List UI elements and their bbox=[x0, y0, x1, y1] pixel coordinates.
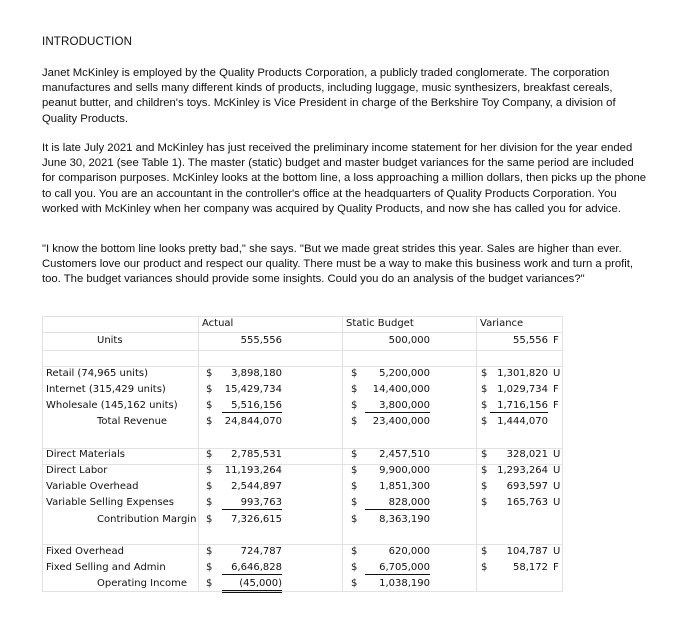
cost-variance-variable-selling: 165,763 bbox=[506, 497, 548, 508]
units-flag: F bbox=[553, 335, 559, 346]
cost-flag-fixed-selling-admin: F bbox=[553, 562, 559, 573]
cost-static-direct-materials: 2,457,510 bbox=[379, 449, 430, 460]
dollar-sign: $ bbox=[351, 578, 358, 589]
cost-variance-direct-materials: 328,021 bbox=[506, 449, 548, 460]
dollar-sign: $ bbox=[351, 416, 358, 427]
column-header-variance: Variance bbox=[480, 318, 524, 329]
dollar-sign: $ bbox=[351, 497, 358, 508]
revenue-flag-retail: U bbox=[553, 368, 561, 379]
units-actual: 555,556 bbox=[240, 335, 282, 346]
contribution-margin-actual: 7,326,615 bbox=[231, 514, 282, 525]
revenue-variance-retail: 1,301,820 bbox=[497, 368, 548, 379]
dollar-sign: $ bbox=[206, 449, 213, 460]
dollar-sign: $ bbox=[351, 368, 358, 379]
dollar-sign: $ bbox=[351, 546, 358, 557]
revenue-flag-internet: F bbox=[553, 384, 559, 395]
section-heading: INTRODUCTION bbox=[42, 35, 133, 48]
dollar-sign: $ bbox=[351, 514, 358, 525]
revenue-label-retail: Retail (74,965 units) bbox=[46, 368, 148, 379]
total-revenue-static: 23,400,000 bbox=[372, 416, 430, 427]
paragraph-intro: Janet McKinley is employed by the Quality Products Corporation, a publicly traded conglomerate. The corporation manufactures and sells many different kinds of products, including luggage, music synthesizers, breakfast cereals, peanut butter, and children's toys. McKinley is Vice President in charge of the Berkshire Toy Company, a division of Quality Products. bbox=[42, 67, 616, 125]
dollar-sign: $ bbox=[481, 562, 488, 573]
revenue-actual-retail: 3,898,180 bbox=[231, 368, 282, 379]
dollar-sign: $ bbox=[206, 514, 213, 525]
total-revenue-label: Total Revenue bbox=[97, 416, 168, 427]
dollar-sign: $ bbox=[351, 400, 358, 411]
cost-actual-direct-labor: 11,193,264 bbox=[224, 465, 282, 476]
cost-label-fixed-overhead: Fixed Overhead bbox=[46, 546, 124, 557]
cost-variance-direct-labor: 1,293,264 bbox=[497, 465, 548, 476]
revenue-flag-wholesale: F bbox=[553, 400, 559, 411]
dollar-sign: $ bbox=[206, 400, 213, 411]
units-label: Units bbox=[97, 335, 123, 346]
cost-static-fixed-overhead: 620,000 bbox=[388, 546, 430, 557]
paragraph-quote: "I know the bottom line looks pretty bad," she says. "But we made great strides this year. Sales are higher than ever. Customers love our product and respect our quality. There must be a way to make this business work and turn a profit, too. The budget variances should provide some insights. Could you do an analysis of the budget variances?" bbox=[42, 243, 634, 286]
cost-static-variable-overhead: 1,851,300 bbox=[379, 481, 430, 492]
cost-flag-direct-materials: U bbox=[553, 449, 561, 460]
dollar-sign: $ bbox=[206, 481, 213, 492]
dollar-sign: $ bbox=[481, 384, 488, 395]
total-revenue-actual: 24,844,070 bbox=[224, 416, 282, 427]
cost-flag-variable-selling: U bbox=[553, 497, 561, 508]
column-header-static-budget: Static Budget bbox=[346, 318, 414, 329]
cost-flag-fixed-overhead: U bbox=[553, 546, 561, 557]
dollar-sign: $ bbox=[351, 481, 358, 492]
revenue-actual-wholesale: 5,516,156 bbox=[222, 400, 282, 413]
revenue-static-internet: 14,400,000 bbox=[372, 384, 430, 395]
dollar-sign: $ bbox=[206, 465, 213, 476]
revenue-static-wholesale: 3,800,000 bbox=[365, 400, 430, 413]
cost-label-direct-labor: Direct Labor bbox=[46, 465, 108, 476]
operating-income-actual: (45,000) bbox=[222, 578, 282, 593]
cost-variance-fixed-overhead: 104,787 bbox=[506, 546, 548, 557]
dollar-sign: $ bbox=[351, 562, 358, 573]
revenue-variance-wholesale: 1,716,156 bbox=[490, 400, 548, 413]
dollar-sign: $ bbox=[206, 578, 213, 589]
dollar-sign: $ bbox=[351, 449, 358, 460]
dollar-sign: $ bbox=[206, 546, 213, 557]
revenue-actual-internet: 15,429,734 bbox=[224, 384, 282, 395]
cost-flag-direct-labor: U bbox=[553, 465, 561, 476]
cost-label-fixed-selling-admin: Fixed Selling and Admin bbox=[46, 562, 166, 573]
dollar-sign: $ bbox=[481, 465, 488, 476]
total-revenue-variance: 1,444,070 bbox=[497, 416, 548, 427]
dollar-sign: $ bbox=[481, 481, 488, 492]
cost-actual-variable-selling: 993,763 bbox=[222, 497, 282, 510]
dollar-sign: $ bbox=[481, 368, 488, 379]
cost-actual-direct-materials: 2,785,531 bbox=[231, 449, 282, 460]
column-header-actual: Actual bbox=[202, 318, 234, 329]
cost-flag-variable-overhead: U bbox=[553, 481, 561, 492]
units-variance: 55,556 bbox=[513, 335, 548, 346]
dollar-sign: $ bbox=[481, 449, 488, 460]
revenue-variance-internet: 1,029,734 bbox=[497, 384, 548, 395]
dollar-sign: $ bbox=[206, 562, 213, 573]
dollar-sign: $ bbox=[481, 497, 488, 508]
revenue-label-internet: Internet (315,429 units) bbox=[46, 384, 166, 395]
dollar-sign: $ bbox=[206, 384, 213, 395]
paragraph-context: It is late July 2021 and McKinley has just received the preliminary income statement for her division for the year ended June 30, 2021 (see Table 1). The master (static) budget and master budget variances for the same period are included for comparison purposes. McKinley looks at the bottom line, a loss approaching a million dollars, then picks up the phone to call you. You are an accountant in the controller's office at the headquarters of Quality Products Corporation. You worked with McKinley when her company was acquired by Quality Products, and now she has called you for advice. bbox=[42, 142, 647, 215]
cost-actual-variable-overhead: 2,544,897 bbox=[231, 481, 282, 492]
cost-actual-fixed-selling-admin: 6,646,828 bbox=[222, 562, 282, 575]
cost-label-direct-materials: Direct Materials bbox=[46, 449, 125, 460]
dollar-sign: $ bbox=[481, 416, 488, 427]
cost-static-variable-selling: 828,000 bbox=[365, 497, 430, 510]
dollar-sign: $ bbox=[481, 546, 488, 557]
operating-income-label: Operating Income bbox=[97, 578, 187, 589]
contribution-margin-static: 8,363,190 bbox=[379, 514, 430, 525]
contribution-margin-label: Contribution Margin bbox=[97, 514, 197, 525]
dollar-sign: $ bbox=[206, 416, 213, 427]
units-static: 500,000 bbox=[388, 335, 430, 346]
cost-variance-variable-overhead: 693,597 bbox=[506, 481, 548, 492]
operating-income-static: 1,038,190 bbox=[379, 578, 430, 589]
cost-static-direct-labor: 9,900,000 bbox=[379, 465, 430, 476]
cost-label-variable-selling: Variable Selling Expenses bbox=[46, 497, 175, 508]
cost-variance-fixed-selling-admin: 58,172 bbox=[513, 562, 548, 573]
revenue-static-retail: 5,200,000 bbox=[379, 368, 430, 379]
dollar-sign: $ bbox=[206, 497, 213, 508]
dollar-sign: $ bbox=[351, 384, 358, 395]
dollar-sign: $ bbox=[351, 465, 358, 476]
dollar-sign: $ bbox=[206, 368, 213, 379]
dollar-sign: $ bbox=[481, 400, 488, 411]
revenue-label-wholesale: Wholesale (145,162 units) bbox=[46, 400, 178, 411]
cost-actual-fixed-overhead: 724,787 bbox=[240, 546, 282, 557]
cost-label-variable-overhead: Variable Overhead bbox=[46, 481, 139, 492]
cost-static-fixed-selling-admin: 6,705,000 bbox=[365, 562, 430, 575]
